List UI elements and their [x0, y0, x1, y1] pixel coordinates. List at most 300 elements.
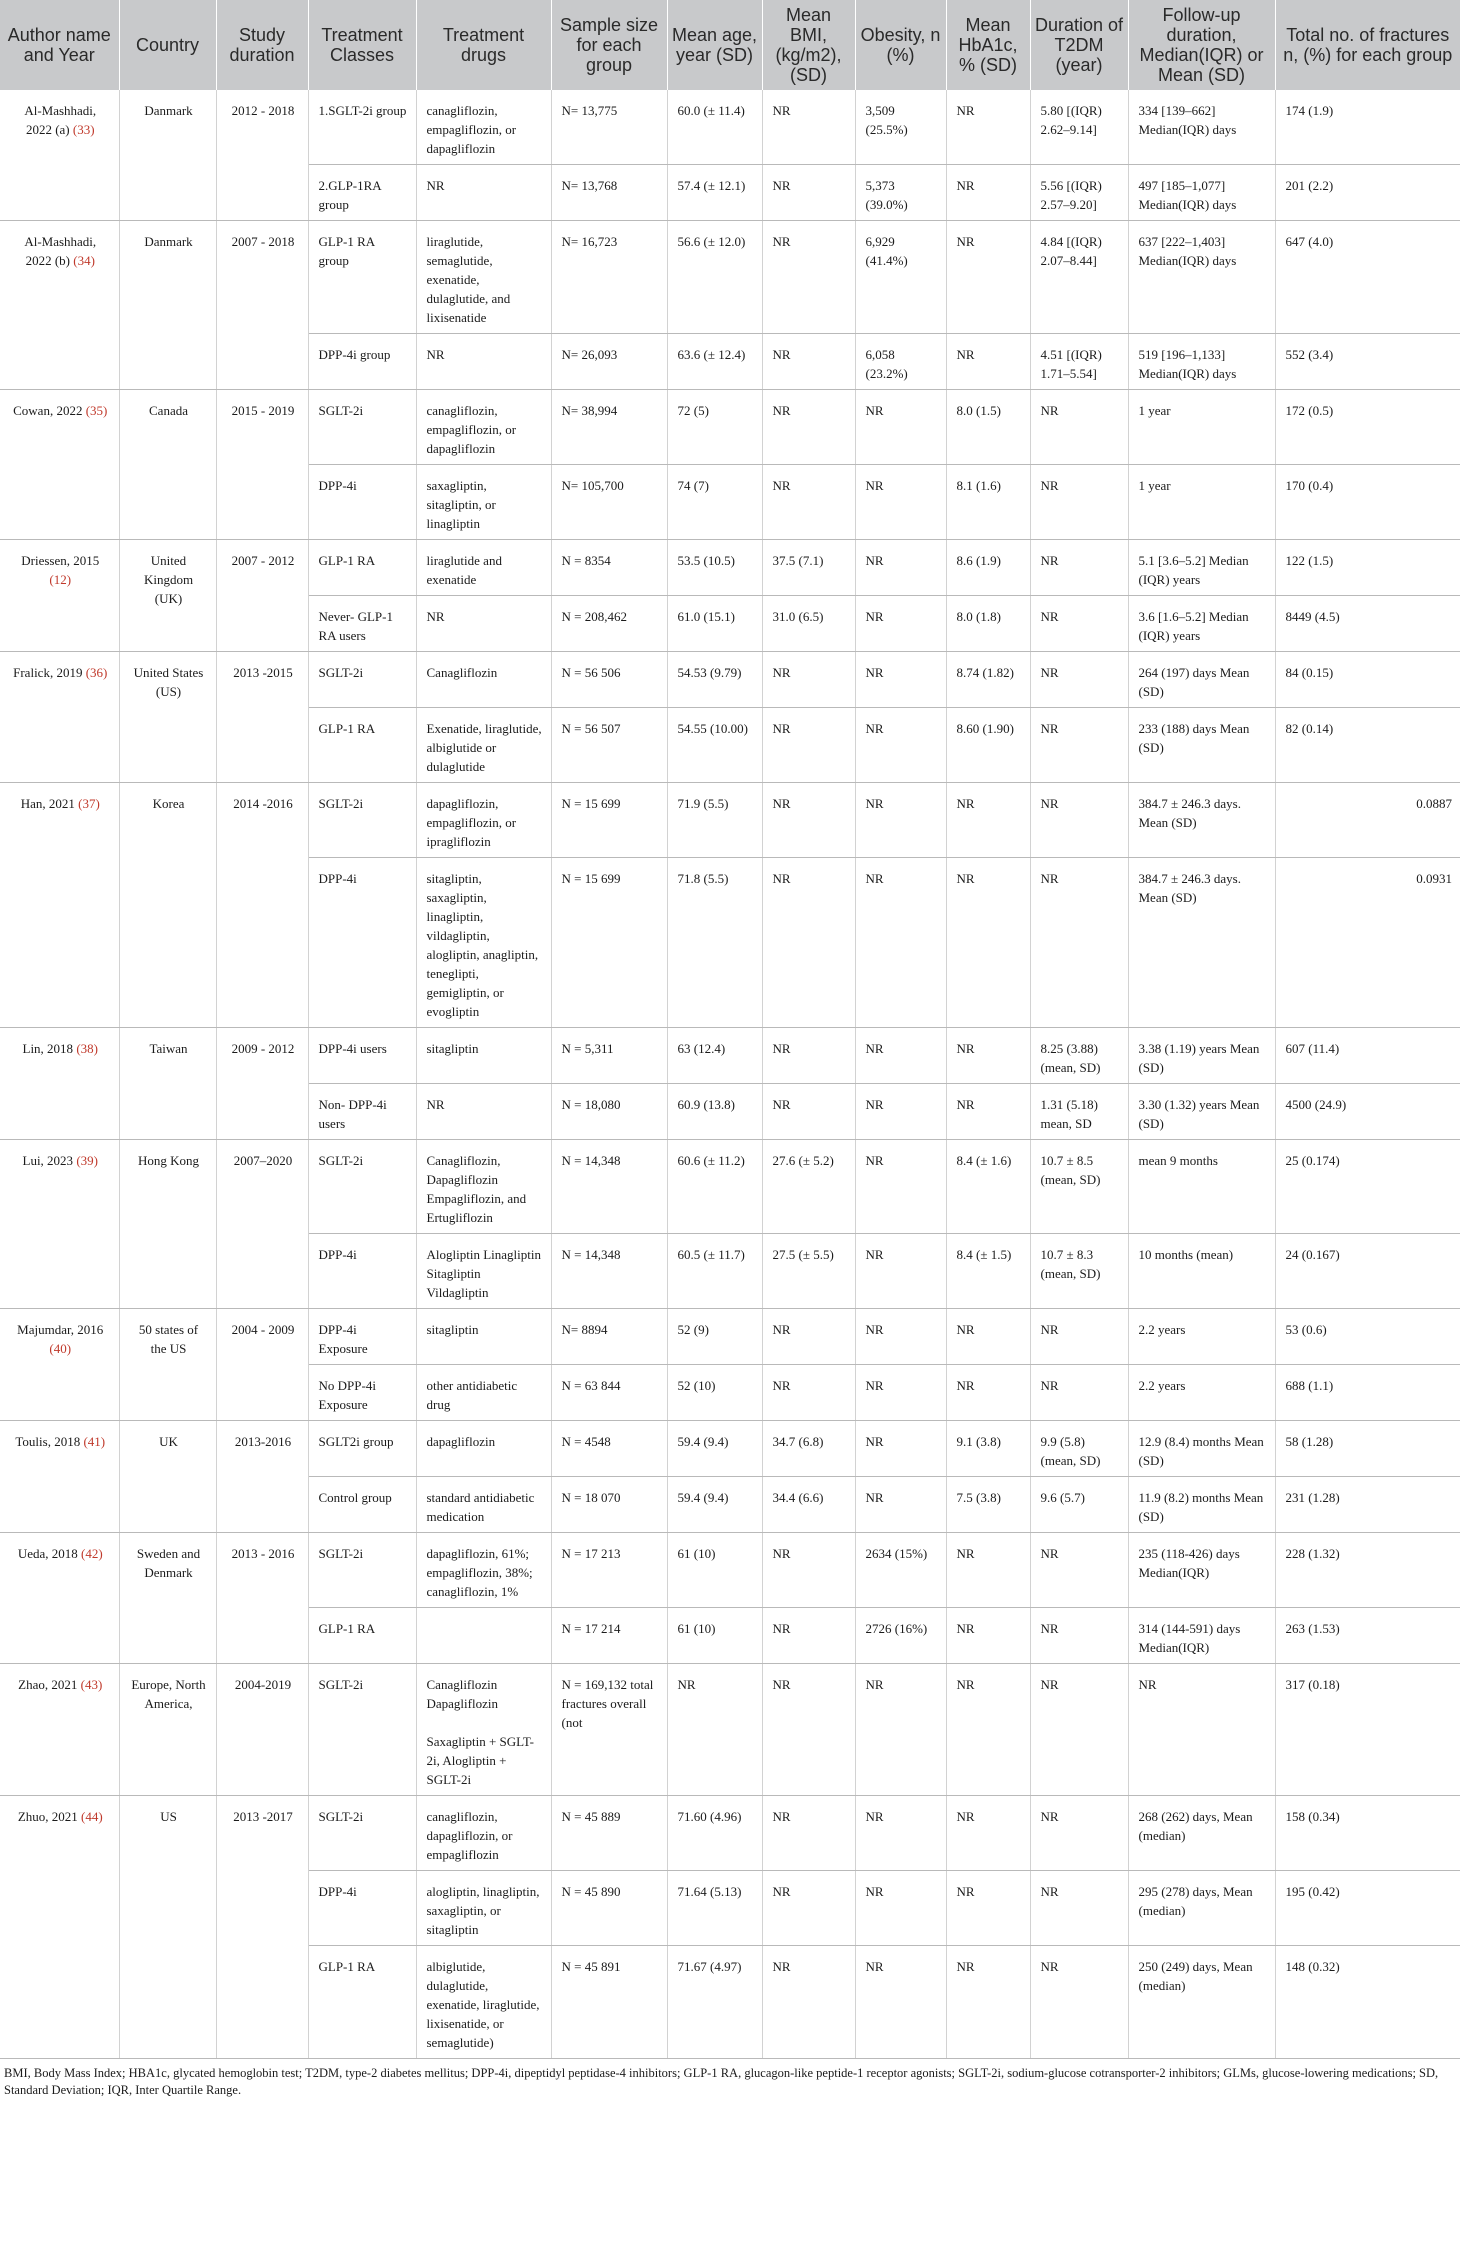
cell-mean-age: 60.6 (± 11.2) — [667, 1140, 762, 1234]
cell-mean-bmi: 34.4 (6.6) — [762, 1477, 855, 1533]
cell-obesity: NR — [855, 390, 946, 465]
cell-total-fractures: 25 (0.174) — [1275, 1140, 1460, 1234]
cell-mean-hba1c: 8.60 (1.90) — [946, 708, 1030, 783]
cell-sample-size: N= 16,723 — [551, 221, 667, 334]
cell-author — [0, 90, 119, 221]
cell-total-fractures: 148 (0.32) — [1275, 1946, 1460, 2059]
cell-sample-size: N = 45 889 — [551, 1796, 667, 1871]
cell-treatment-class: SGLT-2i — [308, 390, 416, 465]
author-name: Cowan, 2022 — [13, 403, 83, 418]
cell-mean-bmi: NR — [762, 1365, 855, 1421]
cell-sample-size: N= 105,700 — [551, 465, 667, 540]
reference-link[interactable]: (41) — [83, 1434, 106, 1449]
reference-link[interactable]: (44) — [81, 1809, 103, 1824]
cell-total-fractures: 158 (0.34) — [1275, 1796, 1460, 1871]
cell-treatment-class: GLP-1 RA — [308, 708, 416, 783]
cell-treatment-drugs — [416, 1608, 551, 1664]
header-mean-age: Mean age, year (SD) — [667, 0, 762, 90]
cell-mean-age: 71.8 (5.5) — [667, 858, 762, 1028]
cell-mean-bmi: NR — [762, 334, 855, 390]
cell-treatment-class: 2.GLP-1RA group — [308, 165, 416, 221]
cell-study-duration: 2013-2016 — [216, 1421, 308, 1533]
table-row — [0, 652, 1460, 708]
cell-sample-size: N= 13,768 — [551, 165, 667, 221]
cell-study-duration: 2013 -2017 — [216, 1796, 308, 2059]
header-total-fractures: Total no. of fractures n, (%) for each group — [1275, 0, 1460, 90]
cell-mean-hba1c: NR — [946, 1871, 1030, 1946]
cell-duration-t2dm: NR — [1030, 1533, 1128, 1608]
cell-sample-size: N = 45 891 — [551, 1946, 667, 2059]
cell-mean-age: 60.9 (13.8) — [667, 1084, 762, 1140]
cell-obesity: NR — [855, 1477, 946, 1533]
cell-treatment-class: Never- GLP-1 RA users — [308, 596, 416, 652]
cell-mean-bmi: NR — [762, 1871, 855, 1946]
cell-obesity: 2634 (15%) — [855, 1533, 946, 1608]
cell-mean-age: 63.6 (± 12.4) — [667, 334, 762, 390]
reference-link[interactable]: (12) — [49, 572, 72, 587]
cell-sample-size: N= 13,775 — [551, 90, 667, 165]
cell-follow-up: NR — [1128, 1664, 1275, 1796]
header-author: Author name and Year — [0, 0, 119, 90]
cell-treatment-class: Control group — [308, 1477, 416, 1533]
cell-total-fractures: 231 (1.28) — [1275, 1477, 1460, 1533]
cell-country: Korea — [119, 783, 216, 1028]
cell-treatment-class: SGLT-2i — [308, 1664, 416, 1796]
cell-obesity: NR — [855, 1421, 946, 1477]
cell-mean-hba1c: NR — [946, 858, 1030, 1028]
header-sample-size: Sample size for each group — [551, 0, 667, 90]
cell-duration-t2dm: NR — [1030, 390, 1128, 465]
cell-treatment-class: GLP-1 RA — [308, 1608, 416, 1664]
header-study-duration: Study duration — [216, 0, 308, 90]
cell-sample-size: N = 56 506 — [551, 652, 667, 708]
cell-mean-hba1c: NR — [946, 1608, 1030, 1664]
cell-total-fractures: 607 (11.4) — [1275, 1028, 1460, 1084]
cell-country: United Kingdom (UK) — [119, 540, 216, 652]
reference-link[interactable]: (42) — [81, 1546, 103, 1561]
cell-obesity: NR — [855, 1140, 946, 1234]
cell-mean-bmi: NR — [762, 465, 855, 540]
table-row — [0, 1533, 1460, 1608]
cell-obesity: NR — [855, 858, 946, 1028]
author-name: Ueda, 2018 — [17, 1546, 78, 1561]
cell-obesity: 5,373 (39.0%) — [855, 165, 946, 221]
cell-sample-size: N = 14,348 — [551, 1234, 667, 1309]
cell-follow-up: mean 9 months — [1128, 1140, 1275, 1234]
cell-mean-age: 56.6 (± 12.0) — [667, 221, 762, 334]
cell-mean-age: 72 (5) — [667, 390, 762, 465]
cell-study-duration: 2004 - 2009 — [216, 1309, 308, 1421]
reference-link[interactable]: (36) — [85, 665, 108, 680]
cell-treatment-drugs: Canagliflozin, Dapagliflozin Empagliflozin, and Ertugliflozin — [416, 1140, 551, 1234]
cell-sample-size: N = 14,348 — [551, 1140, 667, 1234]
reference-link[interactable]: (34) — [73, 253, 95, 268]
cell-country: 50 states of the US — [119, 1309, 216, 1421]
author-name: Driessen, 2015 — [21, 553, 100, 568]
cell-duration-t2dm: 8.25 (3.88) (mean, SD) — [1030, 1028, 1128, 1084]
cell-follow-up: 384.7 ± 246.3 days. Mean (SD) — [1128, 783, 1275, 858]
cell-mean-hba1c: NR — [946, 221, 1030, 334]
cell-treatment-drugs: Alogliptin Linagliptin Sitagliptin Vildagliptin — [416, 1234, 551, 1309]
author-name: Fralick, 2019 — [13, 665, 83, 680]
cell-mean-age: 71.64 (5.13) — [667, 1871, 762, 1946]
cell-author — [0, 540, 119, 652]
author-name: Lui, 2023 — [22, 1153, 74, 1168]
cell-follow-up: 3.30 (1.32) years Mean (SD) — [1128, 1084, 1275, 1140]
cell-duration-t2dm: 1.31 (5.18) mean, SD — [1030, 1084, 1128, 1140]
cell-follow-up: 12.9 (8.4) months Mean (SD) — [1128, 1421, 1275, 1477]
cell-obesity: NR — [855, 1871, 946, 1946]
cell-duration-t2dm: NR — [1030, 465, 1128, 540]
cell-sample-size: N = 5,311 — [551, 1028, 667, 1084]
cell-sample-size: N = 18,080 — [551, 1084, 667, 1140]
cell-author — [0, 1664, 119, 1796]
table-row — [0, 90, 1460, 165]
cell-sample-size: N= 26,093 — [551, 334, 667, 390]
cell-country: UK — [119, 1421, 216, 1533]
table-row — [0, 390, 1460, 465]
cell-treatment-class: DPP-4i users — [308, 1028, 416, 1084]
cell-mean-age: 59.4 (9.4) — [667, 1421, 762, 1477]
cell-follow-up: 268 (262) days, Mean (median) — [1128, 1796, 1275, 1871]
cell-study-duration: 2007 - 2018 — [216, 221, 308, 390]
cell-mean-hba1c: NR — [946, 1084, 1030, 1140]
cell-sample-size: N = 63 844 — [551, 1365, 667, 1421]
cell-treatment-drugs: dapagliflozin — [416, 1421, 551, 1477]
cell-mean-hba1c: 9.1 (3.8) — [946, 1421, 1030, 1477]
cell-mean-age: 54.53 (9.79) — [667, 652, 762, 708]
cell-treatment-drugs: Canagliflozin Dapagliflozin Saxagliptin + SGLT-2i, Alogliptin + SGLT-2i — [416, 1664, 551, 1796]
cell-follow-up: 637 [222–1,403] Median(IQR) days — [1128, 221, 1275, 334]
cell-study-duration: 2012 - 2018 — [216, 90, 308, 221]
cell-treatment-class: DPP-4i — [308, 465, 416, 540]
cell-follow-up: 1 year — [1128, 390, 1275, 465]
table-row — [0, 1796, 1460, 1871]
cell-duration-t2dm: NR — [1030, 1365, 1128, 1421]
cell-mean-hba1c: 8.0 (1.5) — [946, 390, 1030, 465]
cell-author — [0, 1796, 119, 2059]
header-mean-hba1c: Mean HbA1c, % (SD) — [946, 0, 1030, 90]
cell-obesity: NR — [855, 708, 946, 783]
cell-mean-age: 63 (12.4) — [667, 1028, 762, 1084]
header-treatment-classes: Treatment Classes — [308, 0, 416, 90]
cell-total-fractures: 688 (1.1) — [1275, 1365, 1460, 1421]
cell-obesity: NR — [855, 1946, 946, 2059]
cell-sample-size: N = 15 699 — [551, 783, 667, 858]
header-duration-t2dm: Duration of T2DM (year) — [1030, 0, 1128, 90]
cell-treatment-drugs: saxagliptin, sitagliptin, or linagliptin — [416, 465, 551, 540]
cell-mean-hba1c: 7.5 (3.8) — [946, 1477, 1030, 1533]
cell-sample-size: N= 8894 — [551, 1309, 667, 1365]
table-body — [0, 90, 1460, 2059]
cell-follow-up: 2.2 years — [1128, 1309, 1275, 1365]
cell-treatment-drugs: Canagliflozin — [416, 652, 551, 708]
cell-country: Hong Kong — [119, 1140, 216, 1309]
reference-link[interactable]: (43) — [80, 1677, 103, 1692]
cell-mean-bmi: NR — [762, 165, 855, 221]
cell-duration-t2dm: 4.51 [(IQR) 1.71–5.54] — [1030, 334, 1128, 390]
cell-treatment-drugs: dapagliflozin, 61%; empagliflozin, 38%; canagliflozin, 1% — [416, 1533, 551, 1608]
cell-duration-t2dm: NR — [1030, 708, 1128, 783]
reference-link[interactable]: (37) — [78, 796, 100, 811]
cell-mean-hba1c: 8.74 (1.82) — [946, 652, 1030, 708]
cell-duration-t2dm: NR — [1030, 1871, 1128, 1946]
cell-treatment-class: SGLT-2i — [308, 1533, 416, 1608]
cell-obesity: NR — [855, 1234, 946, 1309]
cell-mean-bmi: NR — [762, 652, 855, 708]
reference-link[interactable]: (38) — [76, 1041, 98, 1056]
cell-obesity: NR — [855, 1796, 946, 1871]
cell-follow-up: 497 [185–1,077] Median(IQR) days — [1128, 165, 1275, 221]
cell-country: United States (US) — [119, 652, 216, 783]
cell-mean-bmi: 27.5 (± 5.5) — [762, 1234, 855, 1309]
cell-treatment-drugs: NR — [416, 165, 551, 221]
cell-study-duration: 2014 -2016 — [216, 783, 308, 1028]
cell-treatment-drugs: canagliflozin, dapagliflozin, or empagliflozin — [416, 1796, 551, 1871]
cell-follow-up: 3.38 (1.19) years Mean (SD) — [1128, 1028, 1275, 1084]
cell-treatment-class: GLP-1 RA — [308, 1946, 416, 2059]
cell-mean-age: 71.67 (4.97) — [667, 1946, 762, 2059]
cell-obesity: NR — [855, 1028, 946, 1084]
cell-mean-hba1c: NR — [946, 1309, 1030, 1365]
cell-author — [0, 390, 119, 540]
cell-treatment-drugs: canagliflozin, empagliflozin, or dapagliflozin — [416, 90, 551, 165]
cell-follow-up: 1 year — [1128, 465, 1275, 540]
cell-sample-size: N = 15 699 — [551, 858, 667, 1028]
cell-author — [0, 783, 119, 1028]
cell-treatment-class: SGLT-2i — [308, 783, 416, 858]
cell-treatment-drugs: liraglutide and exenatide — [416, 540, 551, 596]
cell-total-fractures: 122 (1.5) — [1275, 540, 1460, 596]
author-name: Majumdar, 2016 — [17, 1322, 104, 1337]
table-footnote: BMI, Body Mass Index; HBA1c, glycated hemoglobin test; T2DM, type-2 diabetes mellitus; DPP-4i, dipeptidyl peptidase-4 inhibitors; GLP-1 RA, glucagon-like peptide-1 receptor agonists; SGLT-2i, sodium-glucose cotransporter-2 inhibitors; GLMs, glucose-lowering medications; SD, Standard Deviation; IQR, Inter Quartile Range. — [4, 2066, 1439, 2097]
cell-mean-hba1c: NR — [946, 90, 1030, 165]
cell-total-fractures: 53 (0.6) — [1275, 1309, 1460, 1365]
cell-mean-bmi: NR — [762, 221, 855, 334]
cell-treatment-class: Non- DPP-4i users — [308, 1084, 416, 1140]
cell-follow-up: 384.7 ± 246.3 days. Mean (SD) — [1128, 858, 1275, 1028]
cell-obesity: NR — [855, 1365, 946, 1421]
cell-mean-hba1c: NR — [946, 1664, 1030, 1796]
cell-mean-age: 57.4 (± 12.1) — [667, 165, 762, 221]
cell-follow-up: 519 [196–1,133] Median(IQR) days — [1128, 334, 1275, 390]
cell-total-fractures: 201 (2.2) — [1275, 165, 1460, 221]
cell-obesity: NR — [855, 1664, 946, 1796]
table-row — [0, 1140, 1460, 1234]
table-row — [0, 783, 1460, 858]
table-row — [0, 1421, 1460, 1477]
cell-study-duration: 2007–2020 — [216, 1140, 308, 1309]
cell-mean-age: 53.5 (10.5) — [667, 540, 762, 596]
cell-author — [0, 221, 119, 390]
reference-link[interactable]: (40) — [49, 1341, 72, 1356]
cell-sample-size: N= 38,994 — [551, 390, 667, 465]
cell-treatment-class: SGLT-2i — [308, 1796, 416, 1871]
cell-treatment-class: No DPP-4i Exposure — [308, 1365, 416, 1421]
cell-follow-up: 2.2 years — [1128, 1365, 1275, 1421]
cell-treatment-class: 1.SGLT-2i group — [308, 90, 416, 165]
cell-total-fractures: 172 (0.5) — [1275, 390, 1460, 465]
cell-mean-hba1c: 8.6 (1.9) — [946, 540, 1030, 596]
header-row — [0, 0, 1460, 90]
table-header — [0, 0, 1460, 90]
header-obesity: Obesity, n (%) — [855, 0, 946, 90]
author-name: Zhuo, 2021 — [17, 1809, 78, 1824]
cell-mean-hba1c: NR — [946, 1028, 1030, 1084]
cell-obesity: NR — [855, 540, 946, 596]
cell-sample-size: N = 4548 — [551, 1421, 667, 1477]
cell-total-fractures: 0.0931 — [1275, 858, 1460, 1028]
cell-duration-t2dm: NR — [1030, 540, 1128, 596]
cell-treatment-class: SGLT2i group — [308, 1421, 416, 1477]
cell-duration-t2dm: NR — [1030, 652, 1128, 708]
cell-duration-t2dm: 5.80 [(IQR) 2.62–9.14] — [1030, 90, 1128, 165]
cell-mean-bmi: NR — [762, 1796, 855, 1871]
cell-mean-age: 74 (7) — [667, 465, 762, 540]
cell-mean-hba1c: NR — [946, 165, 1030, 221]
cell-mean-bmi: 31.0 (6.5) — [762, 596, 855, 652]
cell-mean-bmi: 27.6 (± 5.2) — [762, 1140, 855, 1234]
cell-follow-up: 334 [139–662] Median(IQR) days — [1128, 90, 1275, 165]
cell-duration-t2dm: 9.6 (5.7) — [1030, 1477, 1128, 1533]
cell-mean-age: 59.4 (9.4) — [667, 1477, 762, 1533]
cell-country: US — [119, 1796, 216, 2059]
reference-link[interactable]: (39) — [76, 1153, 98, 1168]
cell-duration-t2dm: 4.84 [(IQR) 2.07–8.44] — [1030, 221, 1128, 334]
cell-treatment-class: DPP-4i Exposure — [308, 1309, 416, 1365]
cell-total-fractures: 647 (4.0) — [1275, 221, 1460, 334]
cell-follow-up: 295 (278) days, Mean (median) — [1128, 1871, 1275, 1946]
cell-total-fractures: 263 (1.53) — [1275, 1608, 1460, 1664]
cell-total-fractures: 317 (0.18) — [1275, 1664, 1460, 1796]
cell-total-fractures: 0.0887 — [1275, 783, 1460, 858]
cell-duration-t2dm: NR — [1030, 1796, 1128, 1871]
cell-mean-hba1c: NR — [946, 1796, 1030, 1871]
cell-total-fractures: 228 (1.32) — [1275, 1533, 1460, 1608]
cell-duration-t2dm: NR — [1030, 858, 1128, 1028]
author-name: Toulis, 2018 — [15, 1434, 81, 1449]
cell-total-fractures: 170 (0.4) — [1275, 465, 1460, 540]
cell-study-duration: 2009 - 2012 — [216, 1028, 308, 1140]
cell-duration-t2dm: NR — [1030, 1946, 1128, 2059]
table-row — [0, 1664, 1460, 1796]
cell-mean-hba1c: 8.4 (± 1.5) — [946, 1234, 1030, 1309]
cell-author — [0, 1533, 119, 1664]
reference-link[interactable]: (35) — [85, 403, 108, 418]
cell-follow-up: 235 (118-426) days Median(IQR) — [1128, 1533, 1275, 1608]
cell-study-duration: 2013 - 2016 — [216, 1533, 308, 1664]
cell-total-fractures: 58 (1.28) — [1275, 1421, 1460, 1477]
cell-total-fractures: 174 (1.9) — [1275, 90, 1460, 165]
cell-total-fractures: 195 (0.42) — [1275, 1871, 1460, 1946]
cell-duration-t2dm: NR — [1030, 1309, 1128, 1365]
cell-country: Canada — [119, 390, 216, 540]
cell-mean-bmi: 34.7 (6.8) — [762, 1421, 855, 1477]
cell-treatment-drugs: Exenatide, liraglutide, albiglutide or dulaglutide — [416, 708, 551, 783]
cell-mean-hba1c: NR — [946, 1533, 1030, 1608]
reference-link[interactable]: (33) — [72, 122, 95, 137]
cell-mean-bmi: NR — [762, 1533, 855, 1608]
table-row — [0, 540, 1460, 596]
cell-treatment-class: DPP-4i — [308, 858, 416, 1028]
cell-follow-up: 314 (144-591) days Median(IQR) — [1128, 1608, 1275, 1664]
cell-mean-age: 54.55 (10.00) — [667, 708, 762, 783]
cell-country: Europe, North America, — [119, 1664, 216, 1796]
cell-country: Danmark — [119, 90, 216, 221]
cell-duration-t2dm: NR — [1030, 596, 1128, 652]
cell-treatment-drugs: NR — [416, 1084, 551, 1140]
cell-mean-age: 61 (10) — [667, 1533, 762, 1608]
cell-obesity: NR — [855, 1084, 946, 1140]
cell-mean-bmi: NR — [762, 1946, 855, 2059]
cell-follow-up: 5.1 [3.6–5.2] Median (IQR) years — [1128, 540, 1275, 596]
cell-mean-age: NR — [667, 1664, 762, 1796]
table-row — [0, 221, 1460, 334]
cell-treatment-class: DPP-4i group — [308, 334, 416, 390]
cell-mean-age: 61 (10) — [667, 1608, 762, 1664]
cell-duration-t2dm: NR — [1030, 1608, 1128, 1664]
cell-mean-bmi: NR — [762, 390, 855, 465]
author-name: Al-Mashhadi, 2022 (a) — [24, 103, 97, 137]
cell-country: Danmark — [119, 221, 216, 390]
cell-treatment-drugs: NR — [416, 596, 551, 652]
cell-mean-age: 60.5 (± 11.7) — [667, 1234, 762, 1309]
cell-mean-age: 61.0 (15.1) — [667, 596, 762, 652]
cell-study-duration: 2007 - 2012 — [216, 540, 308, 652]
cell-mean-hba1c: 8.4 (± 1.6) — [946, 1140, 1030, 1234]
cell-total-fractures: 552 (3.4) — [1275, 334, 1460, 390]
cell-treatment-drugs: sitagliptin, saxagliptin, linagliptin, vildagliptin, alogliptin, anagliptin, teneglipti, gemigliptin, or evogliptin — [416, 858, 551, 1028]
cell-total-fractures: 8449 (4.5) — [1275, 596, 1460, 652]
cell-sample-size: N = 169,132 total fractures overall (not — [551, 1664, 667, 1796]
cell-treatment-drugs: albiglutide, dulaglutide, exenatide, liraglutide, lixisenatide, or semaglutide) — [416, 1946, 551, 2059]
cell-obesity: NR — [855, 783, 946, 858]
cell-country: Sweden and Denmark — [119, 1533, 216, 1664]
cell-study-duration: 2013 -2015 — [216, 652, 308, 783]
cell-mean-hba1c: 8.1 (1.6) — [946, 465, 1030, 540]
cell-follow-up: 11.9 (8.2) months Mean (SD) — [1128, 1477, 1275, 1533]
cell-duration-t2dm: 5.56 [(IQR) 2.57–9.20] — [1030, 165, 1128, 221]
cell-obesity: NR — [855, 465, 946, 540]
cell-mean-age: 60.0 (± 11.4) — [667, 90, 762, 165]
cell-treatment-drugs: liraglutide, semaglutide, exenatide, dulaglutide, and lixisenatide — [416, 221, 551, 334]
header-country: Country — [119, 0, 216, 90]
author-name: Al-Mashhadi, 2022 (b) — [24, 234, 97, 268]
cell-treatment-drugs: other antidiabetic drug — [416, 1365, 551, 1421]
cell-study-duration: 2015 - 2019 — [216, 390, 308, 540]
cell-mean-bmi: NR — [762, 708, 855, 783]
cell-obesity: 3,509 (25.5%) — [855, 90, 946, 165]
cell-follow-up: 264 (197) days Mean (SD) — [1128, 652, 1275, 708]
header-mean-bmi: Mean BMI, (kg/m2), (SD) — [762, 0, 855, 90]
cell-obesity: NR — [855, 1309, 946, 1365]
cell-follow-up: 233 (188) days Mean (SD) — [1128, 708, 1275, 783]
cell-treatment-class: GLP-1 RA — [308, 540, 416, 596]
cell-mean-hba1c: NR — [946, 1946, 1030, 2059]
cell-follow-up: 3.6 [1.6–5.2] Median (IQR) years — [1128, 596, 1275, 652]
cell-sample-size: N = 17 214 — [551, 1608, 667, 1664]
author-name: Han, 2021 — [20, 796, 75, 811]
cell-mean-hba1c: NR — [946, 783, 1030, 858]
cell-sample-size: N = 17 213 — [551, 1533, 667, 1608]
cell-duration-t2dm: 9.9 (5.8) (mean, SD) — [1030, 1421, 1128, 1477]
cell-mean-age: 52 (9) — [667, 1309, 762, 1365]
cell-treatment-drugs: alogliptin, linagliptin, saxagliptin, or sitagliptin — [416, 1871, 551, 1946]
cell-obesity: 6,058 (23.2%) — [855, 334, 946, 390]
cell-sample-size: N = 56 507 — [551, 708, 667, 783]
cell-mean-bmi: NR — [762, 858, 855, 1028]
cell-author — [0, 1421, 119, 1533]
